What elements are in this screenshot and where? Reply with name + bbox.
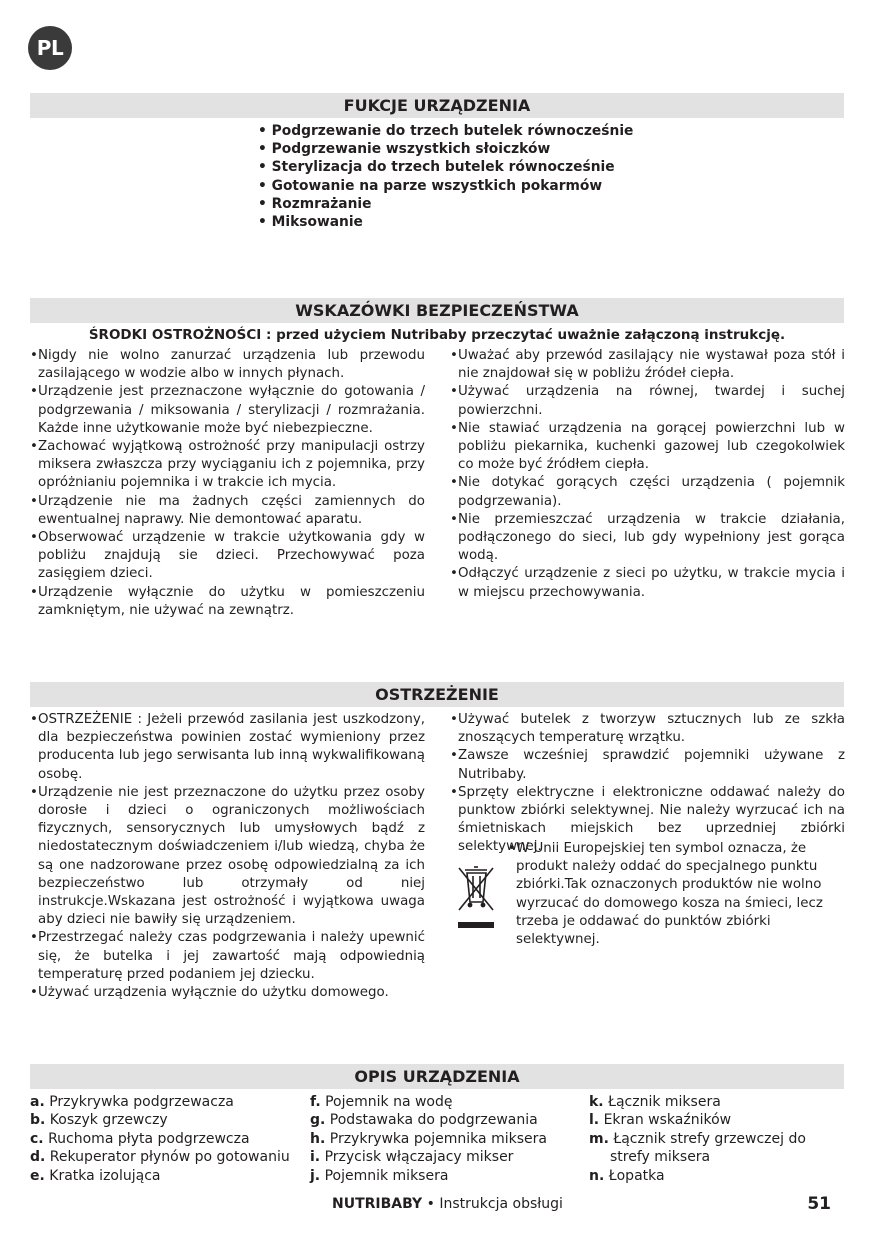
list-item: • Urządzenie jest przeznaczone wyłącznie do gotowania / podgrzewania / miksowania / sterylizacji / rozmrażania. Każde inne użytkowanie może być niebezpieczne. [30,383,425,438]
list-item: • Używać urządzenia wyłącznie do użytku domowego. [30,984,425,1002]
list-item: • Odłączyć urządzenie z sieci po użytku, w trakcie mycia i w miejscu przechowywania. [450,565,845,601]
list-item: d. Rekuperator płynów po gotowaniu [30,1149,290,1166]
list-item: • Nie dotykać gorących części urządzenia ( pojemnik podgrzewania). [450,474,845,510]
list-item: • Używać urządzenia na równej, twardej i suchej powierzchni. [450,383,845,419]
functions-section-title: FUKCJE URZĄDZENIA [30,93,844,118]
list-item: • Miksowanie [258,214,363,231]
crossed-out-wheelie-bin-icon [455,840,497,930]
list-item: k. Łącznik miksera [589,1094,721,1110]
list-item: h. Przykrywka pojemnika miksera [310,1130,547,1147]
list-item: • Podgrzewanie wszystkich słoiczków [258,141,551,158]
warning-section-title: OSTRZEŻENIE [30,682,844,707]
page-number: 51 [807,1194,831,1214]
parts-list-col2 [310,1093,547,1185]
description-section-title: OPIS URZĄDZENIA [30,1064,844,1089]
list-item: m. Łącznik strefy grzewczej do [589,1130,806,1147]
list-item: • Używać butelek z tworzyw sztucznych lub ze szkła znoszących temperaturę wrzątku. [450,711,845,747]
safety-subtitle: ŚRODKI OSTROŻNOŚCI : przed użyciem Nutribaby przeczytać uważnie załączoną instrukcję. [88,327,786,343]
list-item: • Sterylizacja do trzech butelek równocześnie [258,159,615,176]
parts-list-col3 [589,1093,806,1185]
list-item: c. Ruchoma płyta podgrzewcza [30,1130,250,1147]
list-item: • Uważać aby przewód zasilający nie wystawał poza stół i nie znajdował się w pobliżu źródeł ciepła. [450,347,845,383]
list-item: • Rozmrażanie [258,195,372,212]
safety-section-title: WSKAZÓWKI BEZPIECZEŃSTWA [30,298,844,323]
list-item: • Urządzenie nie jest przeznaczone do użytku przez osoby dorosłe i dzieci o ograniczonych możliwościach fizycznych, sensorycznych lub umysłowych bądź z niedostatecznym doświadczeniem i/lub wiedzą, chyba że są one nadzorowane przez osobę odpowiedzialną za ich bezpieczeństwo lub otrzymały od niej instrukcje.Wskazana jest ostrożność i wyjątkowa uwaga aby dzieci nie bawiły się urządzeniem. [30,784,425,930]
parts-list-col1 [30,1093,290,1185]
list-item: i. Przycisk włączajacy mikser [310,1149,514,1166]
list-item: a. Przykrywka podgrzewacza [30,1094,234,1110]
weee-note [508,840,845,949]
list-item: • Urządzenie nie ma żadnych części zamiennych do ewentualnej naprawy. Nie demontować aparatu. [30,493,425,529]
safety-list-right [450,347,845,602]
list-item: • Nie stawiać urządzenia na gorącej powierzchni lub w pobliżu piekarnika, kuchenki gazowej lub czegokolwiek co może być źródłem ciepła. [450,420,845,475]
list-item: • Sprzęty elektryczne i elektroniczne oddawać należy do punktow zbiórki selektywnej. Nie należy wyrzucać ich na śmietniskach miejskich bez uprzedniej zbiórki selektywnej. [450,784,845,857]
safety-list-left [30,347,425,620]
list-item: g. Podstawaka do podgrzewania [310,1112,538,1129]
list-item: • Nigdy nie wolno zanurzać urządzenia lub przewodu zasilającego w wodzie albo w innych płynach. [30,347,425,383]
functions-list [258,122,633,231]
list-item: • Zachować wyjątkową ostrożność przy manipulacji ostrzy miksera zwłaszcza przy wyciąganiu ich z pojemnika, przy opróżnianiu pojemnika i w trakcie ich mycia. [30,438,425,493]
list-item: b. Koszyk grzewczy [30,1112,168,1129]
list-item: j. Pojemnik miksera [310,1167,449,1184]
footer-brand: NUTRIBABY • Instrukcja obsługi [332,1196,563,1212]
warning-list-left [30,711,425,1002]
list-item: • OSTRZEŻENIE : Jeżeli przewód zasilania jest uszkodzony, dla bezpieczeństwa powinien zostać wymieniony przez producenta lub jego serwisanta lub inną wykwalifikowaną osobę. [30,711,425,784]
list-item: • W Unii Europejskiej ten symbol oznacza, że produkt należy oddać do specjalnego punktu zbiórki.Tak oznaczonych produktów nie wolno wyrzucać do domowego kosza na śmieci, lecz trzeba je oddawać do punktów zbiórki selektywnej. [508,840,845,949]
list-item: • Obserwować urządzenie w trakcie użytkowania gdy w pobliżu znajdują sie dzieci. Przechowywać poza zasięgiem dzieci. [30,529,425,584]
page-footer [0,1196,875,1216]
list-item: • Przestrzegać należy czas podgrzewania i należy upewnić się, że butelka i jej zawartość mają odpowiednią temperaturę przed podaniem jej dziecku. [30,929,425,984]
list-item: l. Ekran wskaźników [589,1112,732,1129]
list-item: • Nie przemieszczać urządzenia w trakcie działania, podłączonego do sieci, lub gdy wypełniony jest gorąca wodą. [450,511,845,566]
list-item: n. Łopatka [589,1167,665,1184]
language-badge: PL [28,26,72,70]
warning-list-right [450,711,845,857]
list-item: • Urządzenie wyłącznie do użytku w pomieszczeniu zamkniętym, nie używać na zewnątrz. [30,584,425,620]
list-item: e. Kratka izolująca [30,1167,161,1184]
list-item: • Podgrzewanie do trzech butelek równocześnie [258,123,634,139]
list-item: • Zawsze wcześniej sprawdzić pojemniki używane z Nutribaby. [450,747,845,783]
list-item: • Gotowanie na parze wszystkich pokarmów [258,177,603,194]
list-item: f. Pojemnik na wodę [310,1094,453,1110]
list-item: strefy miksera [610,1149,711,1166]
